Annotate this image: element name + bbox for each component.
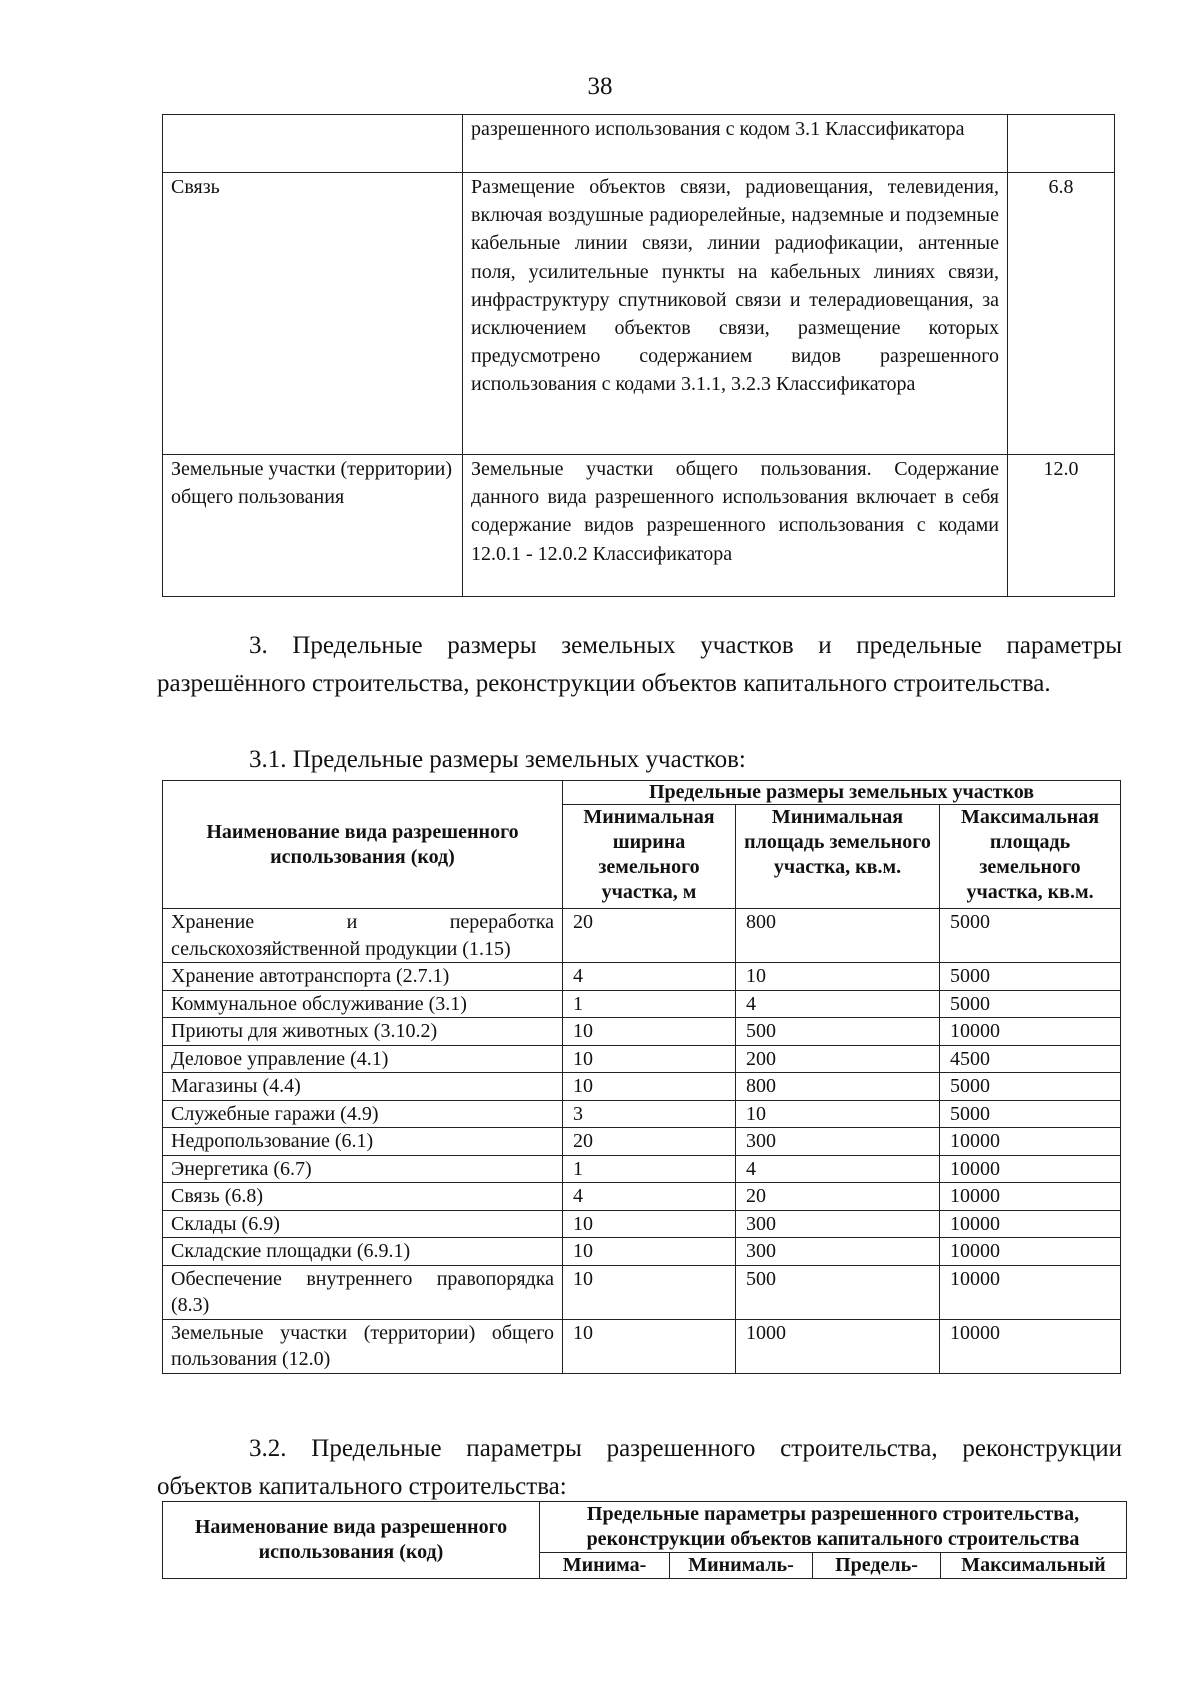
max-area-value: 10000 <box>940 1238 1121 1266</box>
min-area-value: 300 <box>736 1210 940 1238</box>
header-max-area: Максимальная площадь земельного участка, кв.м. <box>940 805 1121 909</box>
min-width-value: 4 <box>563 963 736 991</box>
use-name: Земельные участки (территории) общего пользования (12.0) <box>163 1319 563 1373</box>
min-area-value: 10 <box>736 1100 940 1128</box>
max-area-value: 10000 <box>940 1128 1121 1156</box>
section-3-heading: 3. Предельные размеры земельных участков и предельные параметры разрешённого строительства, реконструкции объектов капитального строительства. <box>157 632 1122 697</box>
header-col-4: Максимальный <box>941 1553 1127 1579</box>
header-col-1: Минима- <box>540 1553 670 1579</box>
min-area-value: 20 <box>736 1183 940 1211</box>
use-name: Хранение автотранспорта (2.7.1) <box>163 963 563 991</box>
table-row <box>163 115 1115 173</box>
min-width-value: 1 <box>563 1155 736 1183</box>
table-row <box>163 1045 1121 1073</box>
use-name: Земельные участки (территории) общего пользования <box>163 455 463 597</box>
use-description: разрешенного использования с кодом 3.1 Классификатора <box>463 115 1008 173</box>
use-description: Размещение объектов связи, радиовещания, телевидения, включая воздушные радиорелейные, надземные и подземные кабельные линии связи, линии радиофикации, антенные поля, усилительные пункты на кабельных линиях связи, инфраструктуру спутниковой связи и телерадиовещания, за исключением объектов связи, размещение которых предусмотрено содержанием видов разрешенного использования с кодами 3.1.1, 3.2.3 Классификатора <box>463 173 1008 455</box>
header-use-name: Наименование вида разрешенного использования (код) <box>163 781 563 909</box>
table-row <box>163 173 1115 455</box>
land-use-types-table <box>162 114 1115 597</box>
use-code: 12.0 <box>1008 455 1115 597</box>
header-min-width: Минимальная ширина земельного участка, м <box>563 805 736 909</box>
use-name: Магазины (4.4) <box>163 1073 563 1101</box>
max-area-value: 5000 <box>940 963 1121 991</box>
max-area-value: 10000 <box>940 1183 1121 1211</box>
min-area-value: 10 <box>736 963 940 991</box>
table-row <box>163 1183 1121 1211</box>
table-row <box>163 1018 1121 1046</box>
use-name: Обеспечение внутреннего правопорядка (8.3) <box>163 1265 563 1319</box>
min-area-value: 500 <box>736 1018 940 1046</box>
use-name: Приюты для животных (3.10.2) <box>163 1018 563 1046</box>
min-area-value: 500 <box>736 1265 940 1319</box>
use-name: Деловое управление (4.1) <box>163 1045 563 1073</box>
land-plot-size-limits-table <box>162 780 1121 1374</box>
use-name: Коммунальное обслуживание (3.1) <box>163 990 563 1018</box>
header-use-name: Наименование вида разрешенного использования (код) <box>163 1502 540 1579</box>
min-width-value: 20 <box>563 909 736 963</box>
header-min-area: Минимальная площадь земельного участка, кв.м. <box>736 805 940 909</box>
use-code <box>1008 115 1115 173</box>
table-row <box>163 455 1115 597</box>
min-area-value: 800 <box>736 909 940 963</box>
min-width-value: 10 <box>563 1018 736 1046</box>
max-area-value: 5000 <box>940 990 1121 1018</box>
min-area-value: 300 <box>736 1128 940 1156</box>
use-description: Земельные участки общего пользования. Содержание данного вида разрешенного использования включает в себя содержание видов разрешенного использования с кодами 12.0.1 - 12.0.2 Классификатора <box>463 455 1008 597</box>
use-name: Склады (6.9) <box>163 1210 563 1238</box>
max-area-value: 10000 <box>940 1265 1121 1319</box>
min-area-value: 1000 <box>736 1319 940 1373</box>
table-row <box>163 1210 1121 1238</box>
min-area-value: 4 <box>736 990 940 1018</box>
table-row <box>163 1100 1121 1128</box>
max-area-value: 10000 <box>940 1210 1121 1238</box>
section-3-2-heading: 3.2. Предельные параметры разрешенного строительства, реконструкции объектов капитального строительства: <box>157 1435 1122 1500</box>
header-col-2: Минималь- <box>670 1553 813 1579</box>
use-name: Складские площадки (6.9.1) <box>163 1238 563 1266</box>
table-row <box>163 1128 1121 1156</box>
min-area-value: 200 <box>736 1045 940 1073</box>
min-area-value: 800 <box>736 1073 940 1101</box>
table-row <box>163 1319 1121 1373</box>
max-area-value: 10000 <box>940 1155 1121 1183</box>
table-header-row <box>163 781 1121 805</box>
table-row <box>163 1073 1121 1101</box>
construction-parameters-table <box>162 1501 1127 1579</box>
use-name: Связь <box>163 173 463 455</box>
table-row <box>163 909 1121 963</box>
min-width-value: 10 <box>563 1210 736 1238</box>
table-row <box>163 990 1121 1018</box>
min-area-value: 4 <box>736 1155 940 1183</box>
min-width-value: 3 <box>563 1100 736 1128</box>
table-header-row <box>163 1502 1127 1553</box>
min-width-value: 10 <box>563 1045 736 1073</box>
use-code: 6.8 <box>1008 173 1115 455</box>
max-area-value: 5000 <box>940 1100 1121 1128</box>
min-area-value: 300 <box>736 1238 940 1266</box>
min-width-value: 10 <box>563 1319 736 1373</box>
use-name: Хранение и переработка сельскохозяйственной продукции (1.15) <box>163 909 563 963</box>
min-width-value: 20 <box>563 1128 736 1156</box>
table-row <box>163 1265 1121 1319</box>
max-area-value: 4500 <box>940 1045 1121 1073</box>
use-name: Служебные гаражи (4.9) <box>163 1100 563 1128</box>
header-size-limits: Предельные размеры земельных участков <box>563 781 1121 805</box>
min-width-value: 10 <box>563 1073 736 1101</box>
min-width-value: 10 <box>563 1265 736 1319</box>
use-name: Недропользование (6.1) <box>163 1128 563 1156</box>
min-width-value: 1 <box>563 990 736 1018</box>
min-width-value: 4 <box>563 1183 736 1211</box>
page-number: 38 <box>587 73 613 100</box>
header-construction-limits: Предельные параметры разрешенного строительства, реконструкции объектов капитального строительства <box>540 1502 1127 1553</box>
use-name: Связь (6.8) <box>163 1183 563 1211</box>
max-area-value: 10000 <box>940 1018 1121 1046</box>
max-area-value: 10000 <box>940 1319 1121 1373</box>
max-area-value: 5000 <box>940 909 1121 963</box>
table-row <box>163 1155 1121 1183</box>
table-row <box>163 1238 1121 1266</box>
use-name <box>163 115 463 173</box>
max-area-value: 5000 <box>940 1073 1121 1101</box>
min-width-value: 10 <box>563 1238 736 1266</box>
table-row <box>163 963 1121 991</box>
header-col-3: Предель- <box>813 1553 941 1579</box>
use-name: Энергетика (6.7) <box>163 1155 563 1183</box>
section-3-1-heading: 3.1. Предельные размеры земельных участков: <box>249 746 746 773</box>
